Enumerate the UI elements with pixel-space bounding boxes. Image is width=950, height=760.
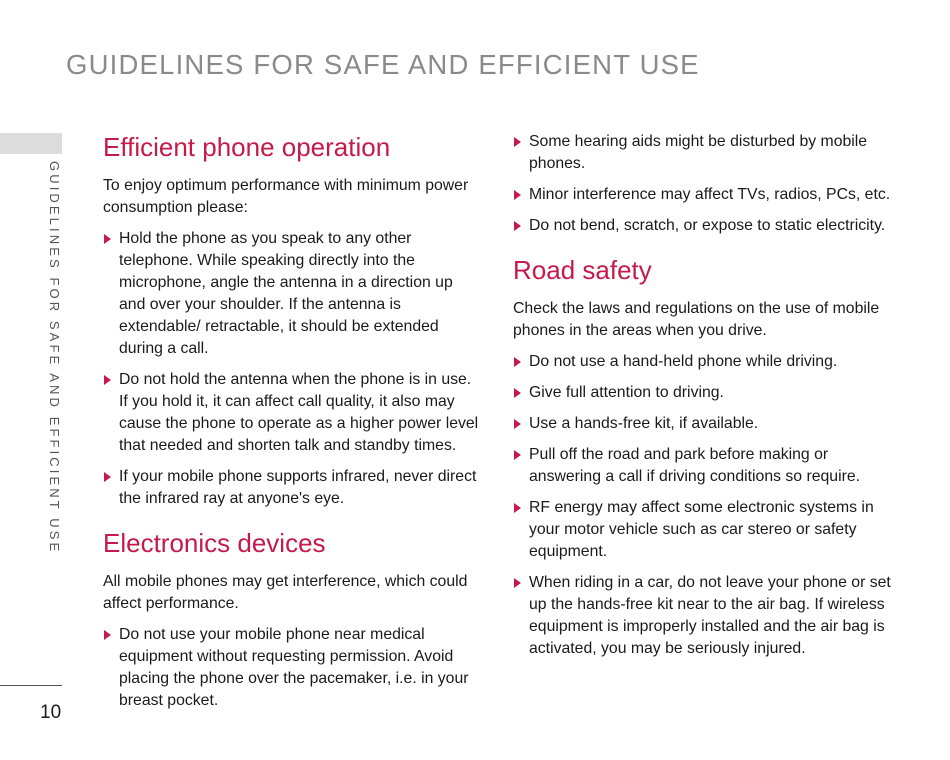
bullet-arrow-icon <box>104 375 111 385</box>
bullet-list <box>103 228 479 510</box>
list-item <box>513 413 893 435</box>
list-item <box>513 444 893 488</box>
page-number-rule <box>0 685 62 686</box>
section-electronics-devices <box>103 527 479 712</box>
section-heading: Efficient phone operation <box>103 132 391 162</box>
list-item-text: Minor interference may affect TVs, radios, PCs, etc. <box>529 186 891 203</box>
bullet-arrow-icon <box>104 234 111 244</box>
bullet-arrow-icon <box>514 578 521 588</box>
section-intro: Check the laws and regulations on the use of mobile phones in the areas when you drive. <box>513 300 880 339</box>
list-item-text: Some hearing aids might be disturbed by mobile phones. <box>529 133 868 172</box>
right-column <box>513 131 893 677</box>
section-electronics-devices-continued <box>513 131 893 237</box>
list-item <box>513 497 893 563</box>
section-efficient-phone-operation <box>103 131 479 510</box>
bullet-arrow-icon <box>514 419 521 429</box>
left-column <box>103 131 479 729</box>
section-heading: Road safety <box>513 255 652 285</box>
list-item-text: Do not use a hand-held phone while driving. <box>529 353 838 370</box>
bullet-arrow-icon <box>104 472 111 482</box>
list-item-text: Hold the phone as you speak to any other telephone. While speaking directly into the microphone, angle the antenna in a direction up and over your shoulder. If the antenna is extendable/ retractable, it should be extended during a call. <box>119 230 453 357</box>
list-item <box>513 382 893 404</box>
bullet-arrow-icon <box>514 190 521 200</box>
list-item <box>103 369 479 457</box>
bullet-arrow-icon <box>514 503 521 513</box>
bullet-list <box>513 351 893 660</box>
bullet-arrow-icon <box>104 630 111 640</box>
bullet-arrow-icon <box>514 221 521 231</box>
bullet-arrow-icon <box>514 388 521 398</box>
bullet-arrow-icon <box>514 450 521 460</box>
bullet-list <box>513 131 893 237</box>
section-intro: To enjoy optimum performance with minimum power consumption please: <box>103 177 469 216</box>
side-tab <box>0 133 62 154</box>
section-intro: All mobile phones may get interference, which could affect performance. <box>103 573 468 612</box>
list-item-text: If your mobile phone supports infrared, never direct the infrared ray at anyone's eye. <box>119 468 477 507</box>
list-item-text: Do not hold the antenna when the phone is in use. If you hold it, it can affect call quality, it also may cause the phone to operate as a higher power level that needed and shorten talk and standby times. <box>119 371 479 454</box>
list-item <box>513 184 893 206</box>
section-heading: Electronics devices <box>103 528 326 558</box>
list-item <box>513 131 893 175</box>
list-item <box>513 215 893 237</box>
page-number: 10 <box>40 702 62 723</box>
list-item <box>103 228 479 360</box>
list-item-text: Use a hands-free kit, if available. <box>529 415 759 432</box>
side-section-label: GUIDELINES FOR SAFE AND EFFICIENT USE <box>47 161 62 555</box>
list-item-text: RF energy may affect some electronic systems in your motor vehicle such as car stereo or safety equipment. <box>529 499 874 560</box>
section-road-safety <box>513 254 893 660</box>
list-item-text: Give full attention to driving. <box>529 384 724 401</box>
bullet-arrow-icon <box>514 357 521 367</box>
list-item <box>513 572 893 660</box>
page-title: GUIDELINES FOR SAFE AND EFFICIENT USE <box>66 49 700 80</box>
bullet-arrow-icon <box>514 137 521 147</box>
list-item <box>103 624 479 712</box>
list-item-text: When riding in a car, do not leave your phone or set up the hands-free kit near to the air bag. If wireless equipment is improperly installed and the air bag is activated, you may be seriously injured. <box>529 574 891 657</box>
bullet-list <box>103 624 479 712</box>
list-item-text: Do not bend, scratch, or expose to static electricity. <box>529 217 886 234</box>
list-item <box>103 466 479 510</box>
list-item-text: Pull off the road and park before making or answering a call if driving conditions so require. <box>529 446 861 485</box>
list-item <box>513 351 893 373</box>
list-item-text: Do not use your mobile phone near medical equipment without requesting permission. Avoid placing the phone over the pacemaker, i.e. in your breast pocket. <box>119 626 469 709</box>
